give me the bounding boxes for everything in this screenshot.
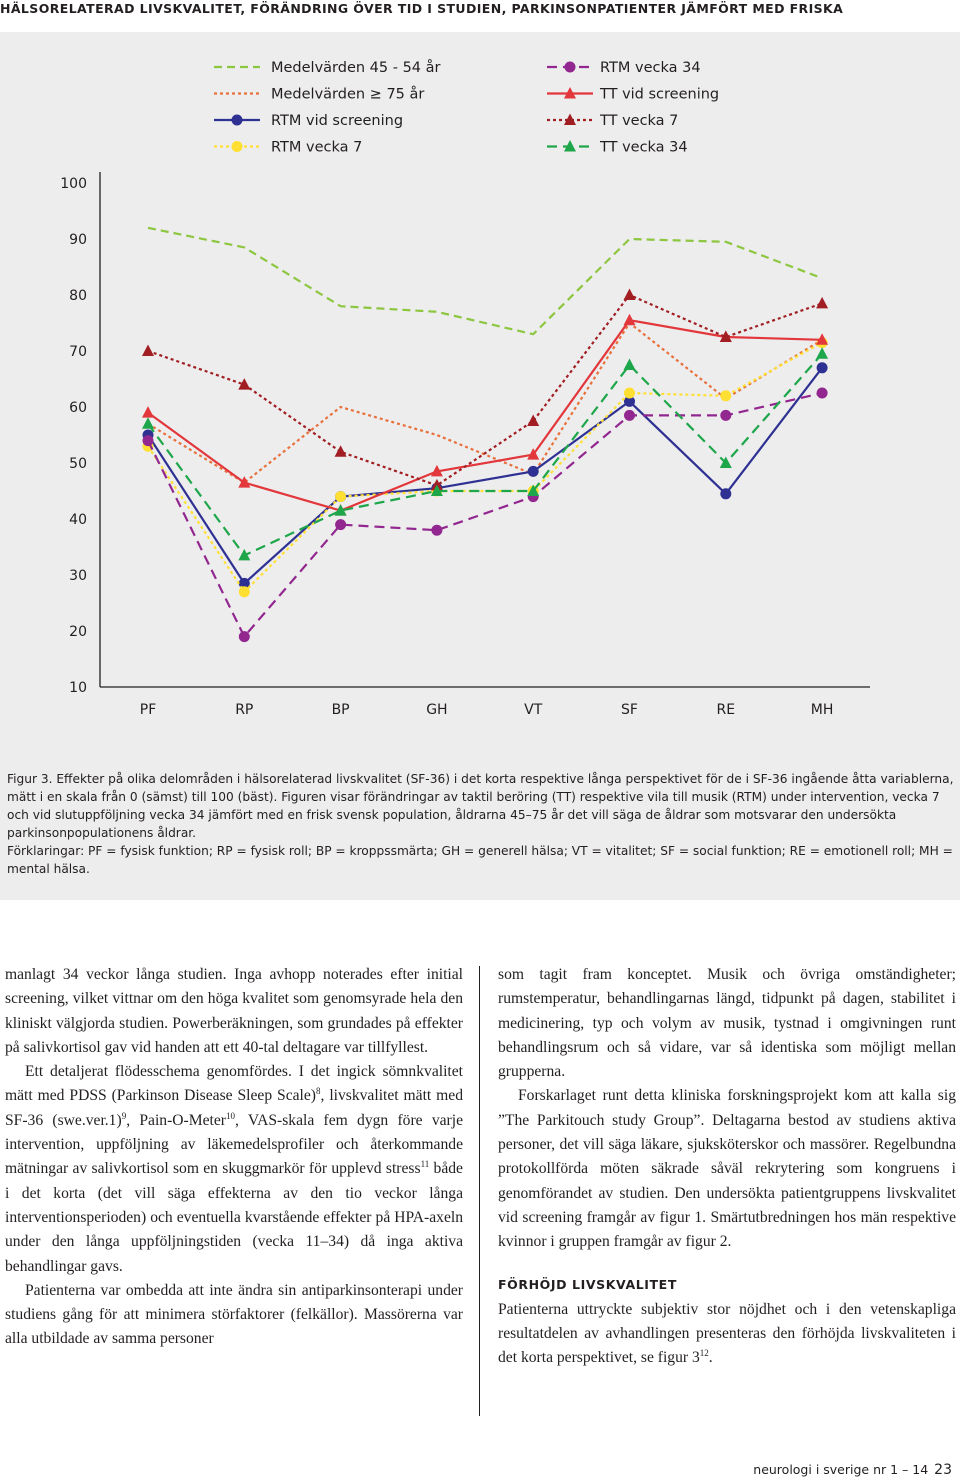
- x-tick-label: RP: [235, 702, 254, 718]
- reference-number: 12: [699, 1348, 709, 1359]
- legend-label: Medelvärden ≥ 75 år: [271, 86, 425, 103]
- paragraph: Patienterna var ombedda att inte ändra sin antiparkinsonterapi under studiens gång för att minimera störfaktorer (felkällor). Massörerna var alla utbildade av samma personer: [5, 1281, 463, 1348]
- data-point: [142, 406, 154, 418]
- page-section-heading: HÄLSORELATERAD LIVSKVALITET, FÖRÄNDRING ÖVER TID I STUDIEN, PARKINSONPATIENTER JÄMFÖRT MED FRISKA: [0, 1, 844, 16]
- y-tick-label: 20: [69, 624, 87, 640]
- text-run: .: [708, 1349, 713, 1367]
- legend-label: RTM vid screening: [271, 113, 404, 129]
- x-tick-label: BP: [331, 702, 350, 718]
- x-tick-label: MH: [810, 702, 834, 718]
- paragraph: Forskarlaget runt detta kliniska forskningsprojekt kom att kalla sig ”The Parkitouch study Group”. Deltagarna bestod av studiens aktiva personer, det vill säga läkare, sjuksköterskor och massörer. Regelbundna protokollförda möten säkrade såväl rekrytering som kongruens i genomförandet av studien. Den undersökta patientgruppens livskvalitet vid screening framgår av figur 1. Smärtutbredningen hos män respektive kvinnor i gruppen framgår av figur 2.: [498, 1087, 956, 1251]
- y-tick-label: 40: [69, 512, 87, 528]
- data-point: [817, 362, 828, 373]
- paragraph: [498, 1298, 956, 1371]
- data-point: [335, 519, 346, 530]
- legend-marker: [565, 62, 576, 73]
- data-point: [143, 435, 154, 446]
- figure-caption: [7, 770, 955, 878]
- text-run: , livskvalitet mätt med SF-36 (swe.ver.1): [5, 1087, 463, 1129]
- caption-text: Effekter på olika delområden i hälsorelaterad livskvalitet (SF-36) i det korta respektive långa perspektivet för de i SF-36 ingående åtta variablerna, mätt i en skala från 0 (sämst) till 100 (bäst). Figuren visar förändringar av taktil beröring (TT) respektive vila till musik (RTM) under intervention, vecka 7 och vid slutuppföljning vecka 34 jämfört med en frisk svensk population, åldrarna 45–75 år det vill säga de åldrar som motsvarar den undersökta parkinsonpopulationens åldrar.: [7, 772, 954, 840]
- data-point: [335, 445, 347, 457]
- series-line: [148, 228, 822, 334]
- legend-label: TT vecka 34: [600, 139, 688, 156]
- legend-label: RTM vecka 34: [600, 60, 701, 76]
- page-number: 23: [934, 1462, 952, 1478]
- data-point: [720, 410, 731, 421]
- series-line: [148, 393, 822, 637]
- figure-panel: [0, 32, 960, 900]
- data-point: [720, 488, 731, 499]
- x-tick-label: PF: [139, 702, 157, 718]
- reference-number: 10: [225, 1110, 235, 1121]
- y-tick-label: 60: [69, 400, 87, 416]
- text-run: Ett detaljerat flödesschema genomfördes. I det ingick sömnkvalitet mätt med PDSS (Parkinson Disease Sleep Scale): [5, 1063, 463, 1105]
- data-point: [142, 417, 154, 429]
- series-line: [148, 368, 822, 584]
- journal-name: neurologi i sverige nr 1 – 14: [753, 1462, 929, 1477]
- data-point: [239, 631, 250, 642]
- data-point: [720, 390, 731, 401]
- y-tick-label: 100: [60, 176, 87, 192]
- data-point: [239, 586, 250, 597]
- left-text-column: [5, 963, 463, 1352]
- paragraph: [5, 1060, 463, 1279]
- legend-marker: [232, 141, 243, 152]
- line-chart: [0, 32, 960, 762]
- data-point: [624, 289, 636, 301]
- reference-number: 11: [420, 1159, 430, 1170]
- data-point: [528, 466, 539, 477]
- data-point: [624, 410, 635, 421]
- reference-number: 9: [121, 1110, 127, 1121]
- page-footer: [753, 1462, 952, 1478]
- data-point: [431, 525, 442, 536]
- data-point: [816, 297, 828, 309]
- legend-label: TT vid screening: [600, 86, 720, 103]
- y-tick-label: 10: [69, 680, 87, 696]
- legend-marker: [232, 115, 243, 126]
- data-point: [816, 347, 828, 359]
- text-run: både i det korta (det vill säga effekterna av den tio veckor långa interventionsperioden) och eventuella kvarstående effekter på HPA-axeln under den långa uppföljningstiden (vecka 11–34) då inga aktiva behandlingar gavs.: [5, 1160, 463, 1275]
- y-tick-label: 50: [69, 456, 87, 472]
- data-point: [624, 314, 636, 326]
- text-run: , Pain-O-Meter: [126, 1111, 226, 1129]
- y-tick-label: 90: [69, 232, 87, 248]
- caption-label: Figur 3.: [7, 772, 53, 786]
- data-point: [238, 476, 250, 488]
- text-run: Patienterna uttryckte subjektiv stor nöjdhet och i den vetenskapliga resultatdelen av avhandlingen presenteras den förhöjda livskvaliteten i det korta perspektivet, se figur 3: [498, 1300, 956, 1367]
- x-tick-label: VT: [524, 702, 543, 718]
- y-tick-label: 80: [69, 288, 87, 304]
- right-text-column: [498, 963, 956, 1371]
- paragraph: manlagt 34 veckor långa studien. Inga avhopp noterades efter initial screening, vilket vittnar om den höga kvalitet som genomsyrade hela den kliniskt välgjorda studien. Powerberäkningen, som grundades på effekter på salivkortisol gav vid handen att ett 40-tal deltagare var tillfyllest.: [5, 966, 463, 1056]
- x-tick-label: RE: [716, 702, 736, 718]
- paragraph: som tagit fram konceptet. Musik och övriga omständigheter; rumstemperatur, behandlingarnas längd, tidpunkt på dagen, stabilitet i medicinering, typ och volym av musik, tystnad i omgivningen runt behandlingsrum och så vidare, var så identiska som möjligt mellan grupperna.: [498, 966, 956, 1081]
- x-tick-label: SF: [621, 702, 638, 718]
- y-tick-label: 70: [69, 344, 87, 360]
- column-divider: [479, 966, 480, 1416]
- section-heading: FÖRHÖJD LIVSKVALITET: [498, 1276, 677, 1292]
- reference-number: 8: [316, 1086, 321, 1097]
- y-tick-label: 30: [69, 568, 87, 584]
- x-tick-label: GH: [426, 702, 448, 718]
- data-point: [624, 388, 635, 399]
- text-run: , VAS-skala fem dygn före varje intervention, uppföljning av läkemedelsprofiler och återkommande mätningar av salivkortisol som en skuggmarkör för upplevd stress: [5, 1111, 463, 1178]
- data-point: [624, 359, 636, 371]
- caption-abbreviations: Förklaringar: PF = fysisk funktion; RP = fysisk roll; BP = kroppssmärta; GH = generell hälsa; VT = vitalitet; SF = social funktion; RE = emotionell roll; MH = mental hälsa.: [7, 844, 953, 876]
- data-point: [817, 388, 828, 399]
- data-point: [527, 415, 539, 427]
- data-point: [335, 491, 346, 502]
- data-point: [142, 345, 154, 357]
- series-line: [148, 354, 822, 556]
- legend-label: RTM vecka 7: [271, 139, 363, 156]
- legend-label: Medelvärden 45 - 54 år: [271, 60, 441, 76]
- legend-label: TT vecka 7: [600, 113, 679, 129]
